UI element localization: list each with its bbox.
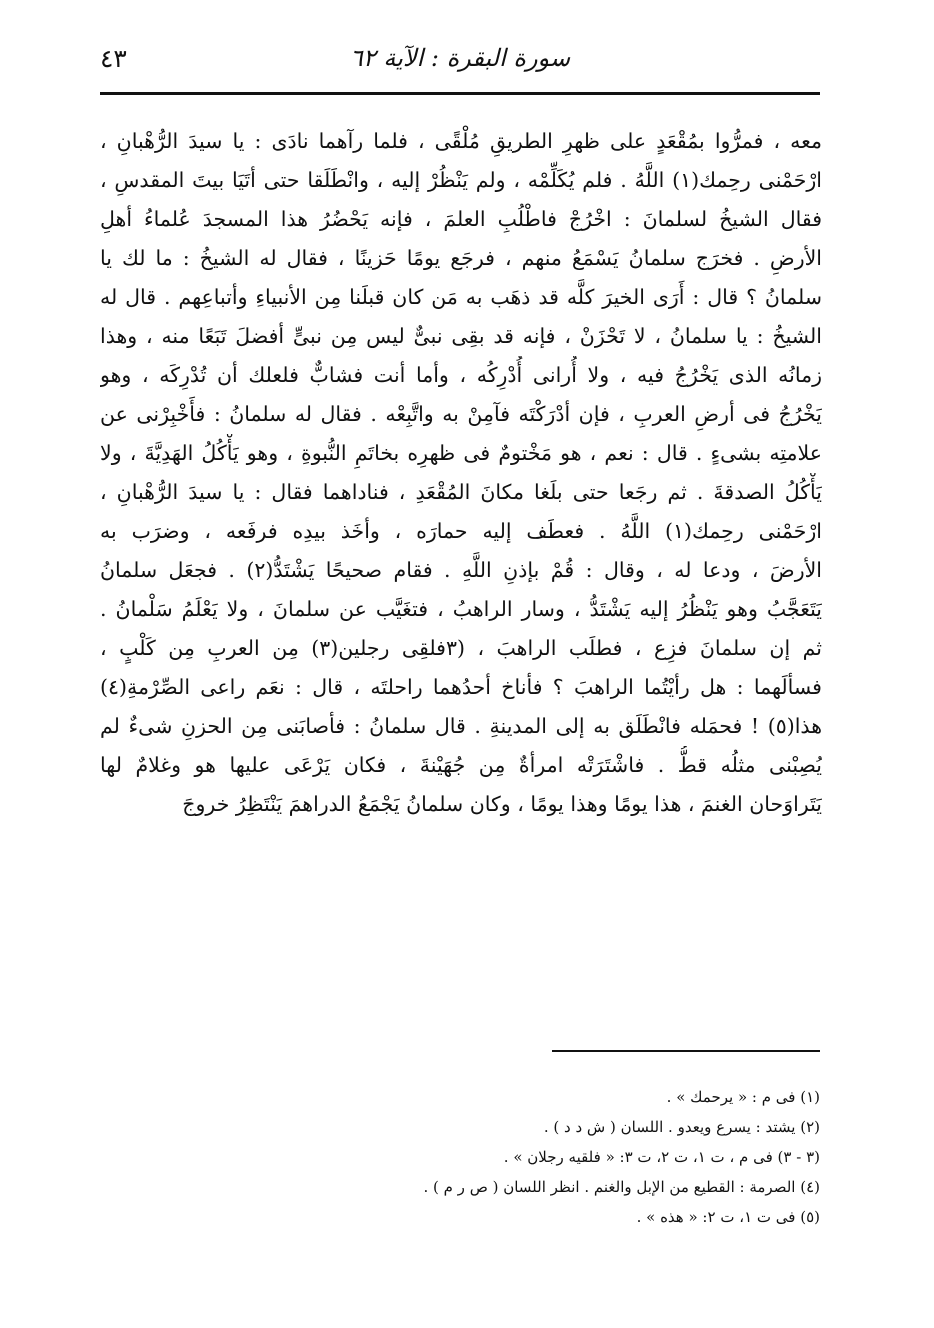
body-line: يَأْكُلُ الصدقةَ . ثم رجَعا حتى بلَغا مكانَ المُقْعَدِ ، فناداهما فقال : يا سيدَ الرُّهْبانِ ، [100,480,822,504]
running-header [100,38,820,86]
body-line: ثم إن سلمانَ فزِع ، فطلَب الراهبَ ، (٣فلقِى رجلين(٣) مِن العربِ مِن كَلْبٍ ، [100,636,822,660]
body-line: يُصِبْنى مثلُه قطُّ . فاشْتَرَتْه امرأةٌ مِن جُهَيْنةَ ، فكان يَرْعَى عليها هو وغلامٌ لها [100,753,822,777]
body-line: سلمانُ ؟ قال : أَرَى الخيرَ كلَّه قد ذهَب به مَن كان قبلَنا مِن الأنبياءِ وأتباعِهم . قال له [100,285,822,309]
body-line: الشيخُ : يا سلمانُ ، لا تَحْزَنْ ، فإنه قد بقِى نبىٌّ ليس مِن نبىٍّ أفضلَ تَبَعًا منه ، وهذا [100,324,822,348]
body-line: الأرضَ ، ودعا له ، وقال : قُمْ بإذنِ اللَّهِ . فقام صحيحًا يَشْتَدُّ(٢) . فجعَل سلمانُ [100,558,822,582]
body-line: زمانُه الذى يَخْرُجُ فيه ، ولا أُرانى أُدْرِكُه ، وأما أنت فشابٌّ فلعلك أن تُدْرِكَه ، وهو [100,363,822,387]
footnotes [100,1082,820,1232]
body-text [100,122,822,824]
header-rule [100,92,820,95]
footnote: (٤) الصرمة : القطيع من الإبل والغنم . انظر اللسان ( ص ر م ) . [423,1178,820,1196]
footnote: (٢) يشتد : يسرع ويعدو . اللسان ( ش د د ) . [543,1118,820,1136]
body-line: الأرضِ . فخرَج سلمانُ يَسْمَعُ منهم ، فرجَع يومًا حَزينًا ، فقال له الشيخُ : ما لك يا [100,246,822,270]
footnote: (١) فى م : « يرحمك » . [666,1088,820,1106]
body-line: ارْحَمْنى رحِمك(١) اللَّهُ . فلم يُكَلِّمْه ، ولم يَنْظُرْ إليه ، وانْطَلَقا حتى أتَيَا بيتَ المقدسِ ، [100,168,822,192]
footnote: (٥) فى ت ١، ت ٢: « هذه » . [636,1208,820,1226]
body-line: يَخْرُجُ فى أرضِ العربِ ، فإن أدْرَكْتَه فآمِنْ به واتَّبِعْه . فقال له سلمانُ : فأَخْبِرْنى عن [100,402,822,426]
body-line: فسألَهما : هل رأيْتُما الراهبَ ؟ فأناخ أحدُهما راحلتَه ، قال : نعَم راعى الصِّرْمةِ(٤) [100,675,822,699]
body-line: يَتَراوَحان الغنمَ ، هذا يومًا وهذا يومًا ، وكان سلمانُ يَجْمَعُ الدراهمَ يَنْتَظِرُ خروجَ [182,792,822,816]
body-line: هذا(٥) ! فحمَله فانْطَلَق به إلى المدينةِ . قال سلمانُ : فأصابَنى مِن الحزنِ شىءٌ لم [100,714,822,738]
body-line: علامتِه بشىءٍ . قال : نعم ، هو مَخْتومٌ فى ظهرِه بخاتَمِ النُّبوةِ ، وهو يَأْكُلُ الهَدِيَّةَ ، ولا [100,441,822,465]
running-title: سورة البقرة : الآية ٦٢ [349,44,571,72]
footnote: (٣ - ٣) فى م ، ت ١، ت ٢، ت ٣: « فلقيه رجلان » . [503,1148,820,1166]
page-number: ٤٣ [100,44,127,73]
body-line: معه ، فمرُّوا بمُقْعَدٍ على ظهرِ الطريقِ مُلْقًى ، فلما رآهما نادَى : يا سيدَ الرُّهْبانِ ، [100,129,822,153]
body-line: يَتَعَجَّبُ وهو يَنْظُرُ إليه يَشْتَدُّ ، وسار الراهبُ ، فتغَيَّب عن سلمانَ ، ولا يَعْلَمُ سَلْمانُ . [100,597,822,621]
body-line: فقال الشيخُ لسلمانَ : اخْرُجْ فاطْلُبِ العلمَ ، فإنه يَحْضُرُ هذا المسجدَ عُلماءُ أهلِ [100,207,822,231]
footnote-rule [552,1050,820,1052]
body-line: ارْحَمْنى رحِمك(١) اللَّهُ . فعطَف إليه حمارَه ، وأخَذ بيدِه فرفَعه ، وضرَب به [100,519,822,543]
